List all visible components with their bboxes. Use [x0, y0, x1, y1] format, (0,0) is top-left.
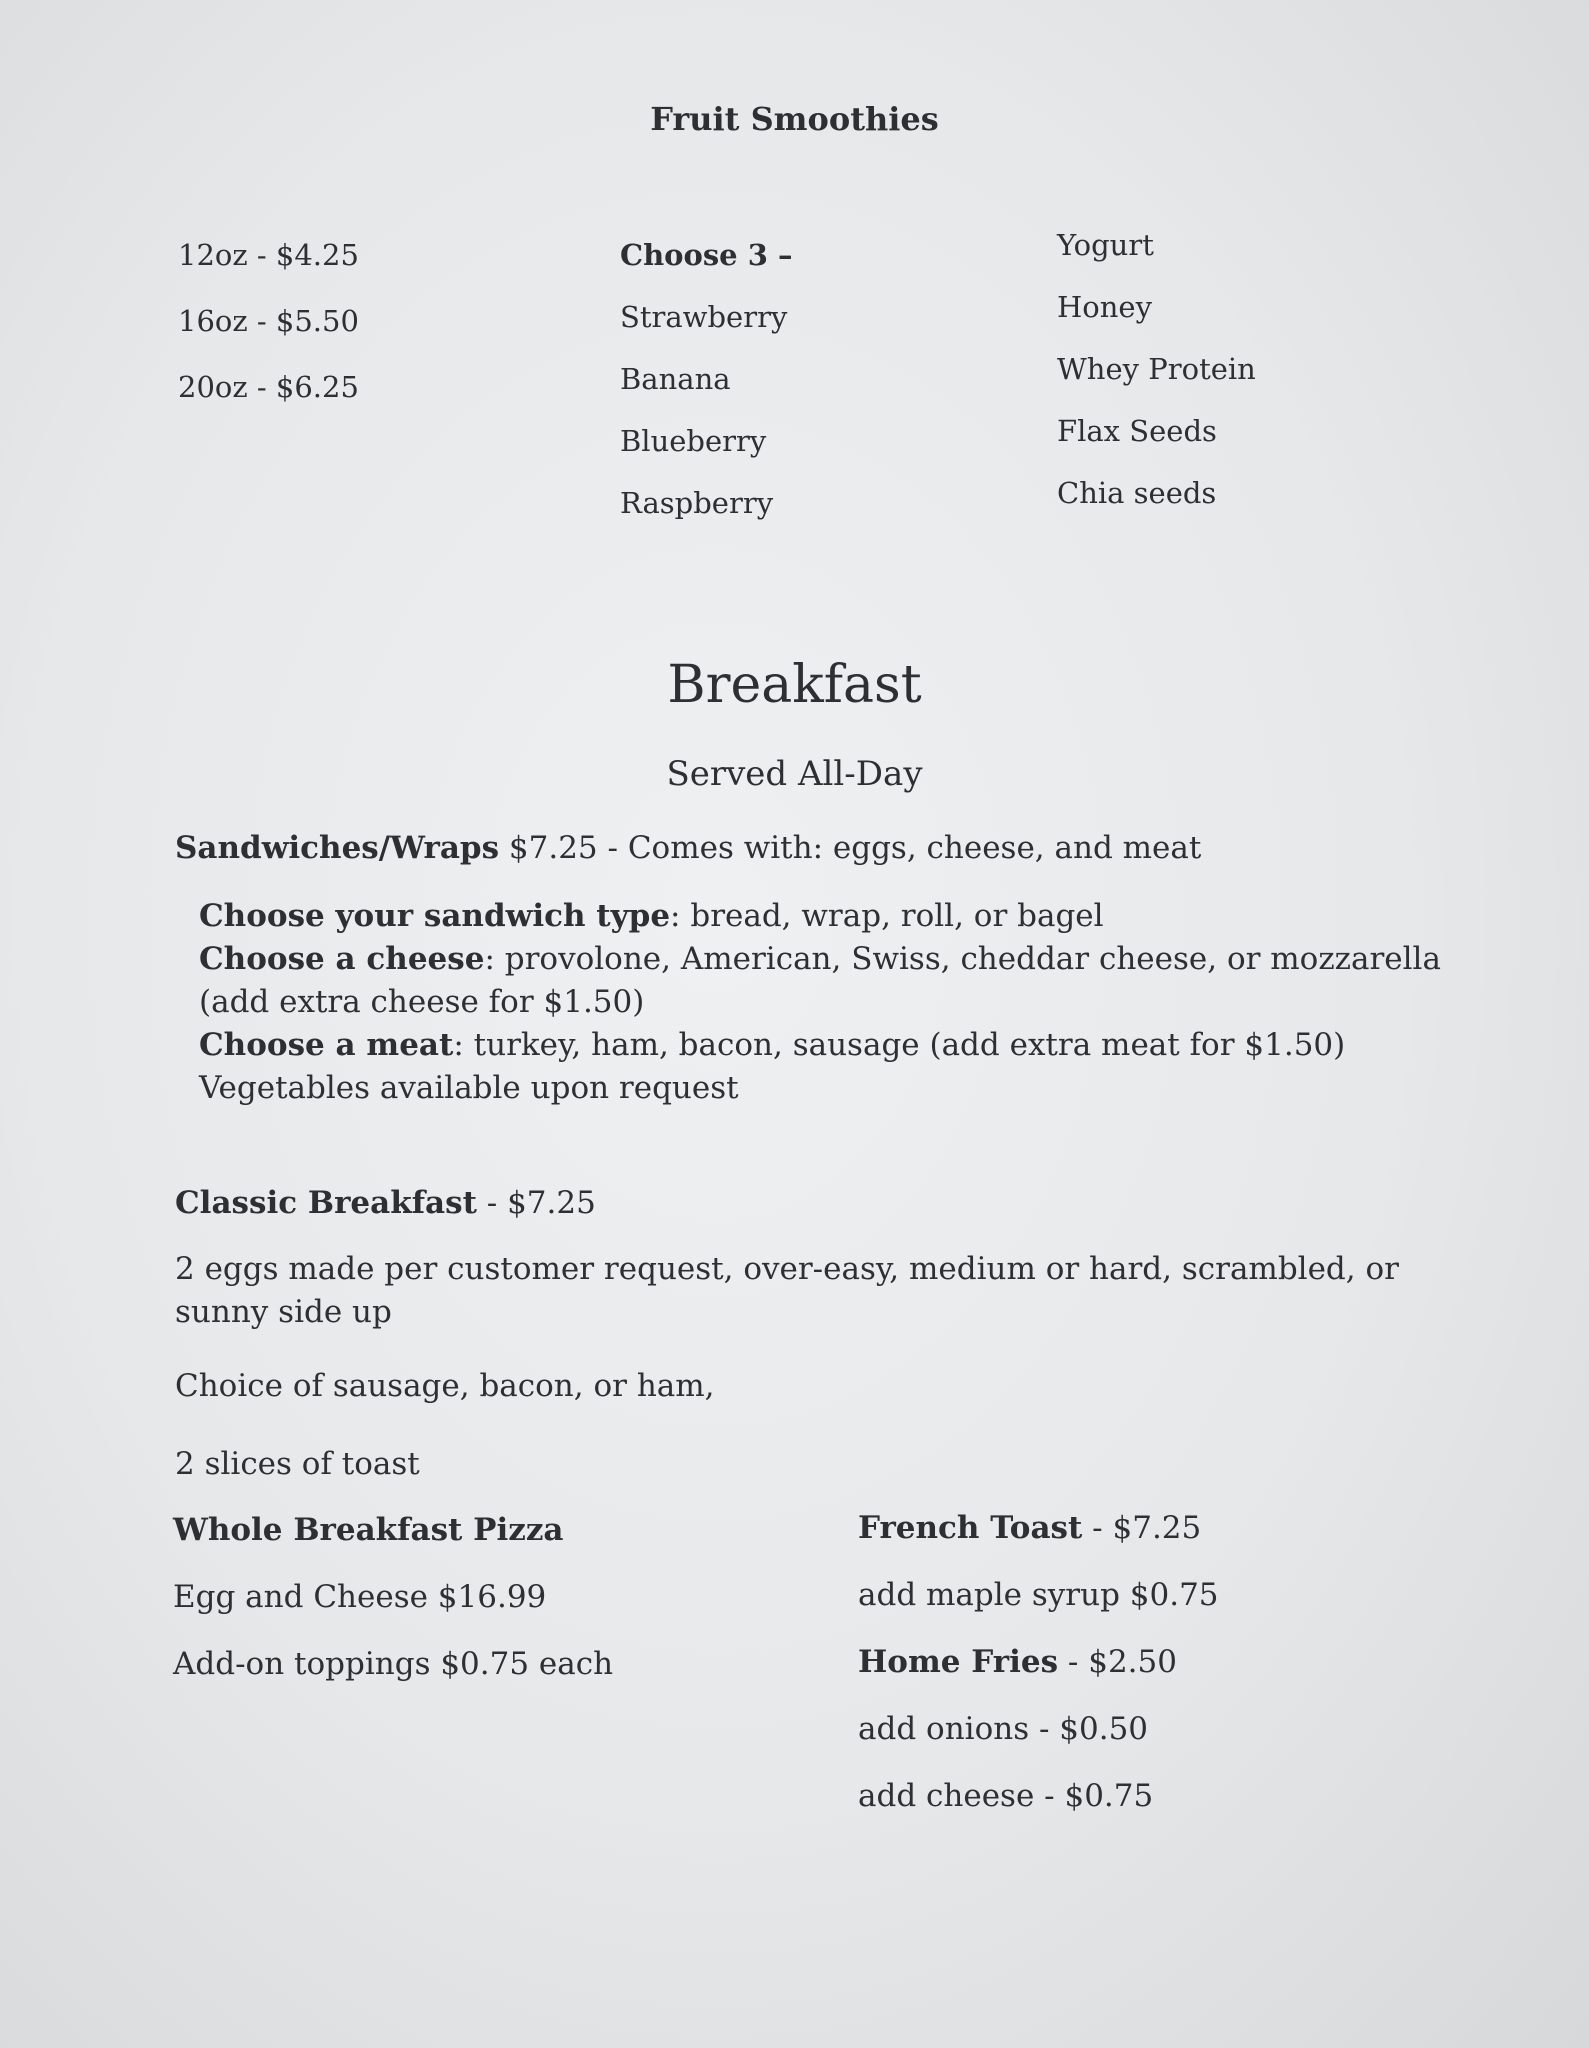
- breakfast-subtitle: Served All-Day: [666, 754, 923, 794]
- size-item: 20oz - $6.25: [178, 370, 359, 404]
- smoothie-fruits: [620, 238, 793, 548]
- fruit-item: Raspberry: [620, 486, 774, 520]
- home-fries-onions: add onions - $0.50: [858, 1711, 1149, 1747]
- pizza-name: Whole Breakfast Pizza: [173, 1512, 564, 1548]
- sandwich-type-label: Choose your sandwich type: [199, 898, 671, 934]
- french-toast-heading: [858, 1510, 1219, 1577]
- sandwiches-options: [199, 895, 1459, 1110]
- classic-heading: [175, 1185, 596, 1221]
- smoothie-sizes: [178, 238, 359, 436]
- sandwich-type-line: [199, 895, 1459, 938]
- home-fries-name: Home Fries: [858, 1644, 1059, 1680]
- sandwich-type-text: : bread, wrap, roll, or bagel: [670, 898, 1104, 934]
- vegetables-note: Vegetables available upon request: [199, 1070, 739, 1106]
- addon-item: Whey Protein: [1057, 352, 1256, 386]
- sandwiches-name: Sandwiches/Wraps: [175, 830, 500, 866]
- home-fries-heading: [858, 1644, 1219, 1711]
- cheese-label: Choose a cheese: [199, 941, 485, 977]
- pizza-addon: Add-on toppings $0.75 each: [173, 1646, 614, 1682]
- meat-line: [199, 1024, 1459, 1067]
- french-toast-addon: add maple syrup $0.75: [858, 1577, 1219, 1613]
- smoothies-title: Fruit Smoothies: [650, 100, 939, 138]
- breakfast-title: Breakfast: [667, 655, 922, 715]
- addon-item: Chia seeds: [1057, 476, 1217, 510]
- addon-item: Flax Seeds: [1057, 414, 1217, 448]
- size-item: 12oz - $4.25: [178, 238, 359, 272]
- sides-section: [858, 1510, 1219, 1845]
- fruit-item: Blueberry: [620, 424, 767, 458]
- size-item: 16oz - $5.50: [178, 304, 359, 338]
- classic-price: - $7.25: [476, 1185, 596, 1221]
- classic-name: Classic Breakfast: [175, 1185, 477, 1221]
- cheese-text: : provolone, American, Swiss, cheddar cheese, or mozzarella: [484, 941, 1441, 977]
- meat-label: Choose a meat: [199, 1027, 454, 1063]
- addon-item: Honey: [1057, 290, 1152, 324]
- fruit-item: Strawberry: [620, 300, 788, 334]
- sandwiches-heading: [175, 830, 1201, 866]
- sandwiches-detail: $7.25 - Comes with: eggs, cheese, and meat: [499, 830, 1202, 866]
- classic-eggs: 2 eggs made per customer request, over-easy, medium or hard, scrambled, or sunny side up: [175, 1251, 1399, 1330]
- classic-toast: 2 slices of toast: [175, 1446, 420, 1482]
- classic-meat-choice: Choice of sausage, bacon, or ham,: [175, 1368, 715, 1404]
- smoothie-addons: [1057, 228, 1256, 538]
- cheese-line: [199, 938, 1459, 981]
- fruit-item: Banana: [620, 362, 731, 396]
- french-toast-name: French Toast: [858, 1510, 1083, 1546]
- pizza-section: [173, 1512, 613, 1713]
- cheese-extra: (add extra cheese for $1.50): [199, 984, 645, 1020]
- choose-label: Choose 3 –: [620, 238, 793, 272]
- meat-text: : turkey, ham, bacon, sausage (add extra meat for $1.50): [453, 1027, 1346, 1063]
- pizza-base: Egg and Cheese $16.99: [173, 1579, 547, 1615]
- home-fries-price: - $2.50: [1058, 1644, 1177, 1680]
- home-fries-cheese: add cheese - $0.75: [858, 1778, 1154, 1814]
- french-toast-price: - $7.25: [1082, 1510, 1202, 1546]
- addon-item: Yogurt: [1057, 228, 1154, 262]
